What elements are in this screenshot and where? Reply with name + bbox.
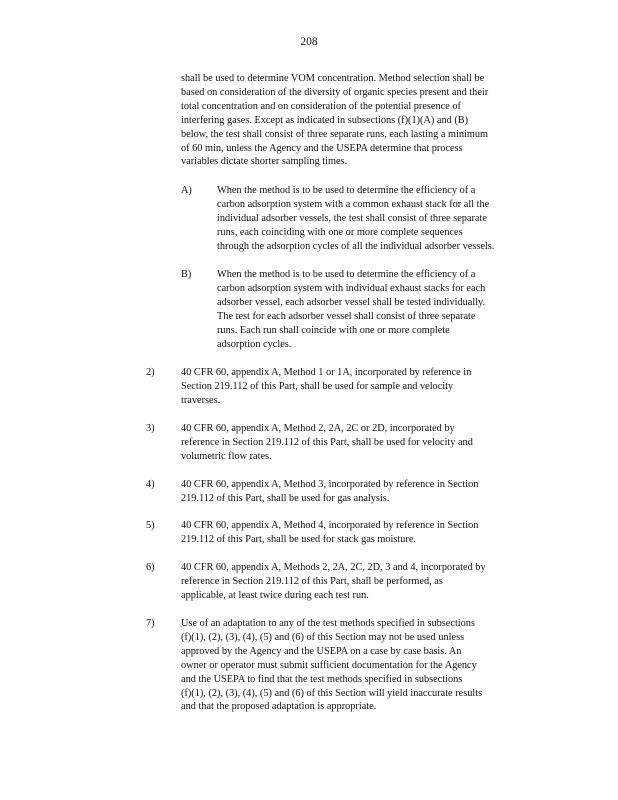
item-label: 6) [146, 562, 155, 573]
text-line: When the method is to be used to determine the efficiency of a [217, 185, 476, 196]
item-paragraph [181, 478, 538, 506]
text-line: adsorber vessel, each adsorber vessel shall be tested individually. [217, 296, 486, 308]
text-line: 40 CFR 60, appendix A, Method 3, incorporated by reference in Section [181, 479, 479, 490]
text-line: of 60 min, unless the Agency and the USEPA determine that process [181, 142, 463, 154]
sub-item-label: A) [181, 185, 192, 196]
text-line: (f)(1), (2), (3), (4), (5) and (6) of this Section may not be used unless [181, 631, 465, 643]
text-line: 219.112 of this Part, shall be used for gas analysis. [181, 492, 390, 504]
text-line: The test for each adsorber vessel shall consist of three separate [217, 310, 476, 322]
text-line: and that the proposed adaptation is appropriate. [181, 701, 377, 713]
text-line: total concentration and on consideration of the potential presence of [181, 100, 461, 112]
page-number: 208 [300, 36, 318, 48]
text-line: 40 CFR 60, appendix A, Method 1 or 1A, incorporated by reference in [181, 367, 472, 378]
text-line: volumetric flow rates. [181, 450, 272, 462]
text-line: based on consideration of the diversity of organic species present and their [181, 86, 489, 98]
intro-paragraph [181, 72, 538, 169]
sub-item-paragraph [217, 184, 537, 254]
item-paragraph [181, 519, 538, 547]
item-paragraph [181, 617, 538, 714]
text-line: and the USEPA to find that the test methods specified in subsections [181, 673, 463, 685]
text-line: carbon adsorption system with a common exhaust stack for all the [217, 198, 490, 210]
text-line: 219.112 of this Part, shall be used for stack gas moisture. [181, 533, 416, 545]
text-line: When the method is to be used to determine the efficiency of a [217, 269, 476, 280]
text-line: approved by the Agency and the USEPA on a case by case basis. An [181, 645, 462, 657]
text-line: below, the test shall consist of three separate runs, each lasting a minimum [181, 128, 489, 140]
item-label: 2) [146, 367, 155, 378]
text-line: 40 CFR 60, appendix A, Method 2, 2A, 2C or 2D, incorporated by [181, 423, 455, 434]
text-line: owner or operator must submit sufficient documentation for the Agency [181, 659, 477, 671]
item-paragraph [181, 561, 538, 603]
sub-item-label: B) [181, 269, 192, 280]
text-line: shall be used to determine VOM concentration. Method selection shall be [181, 73, 485, 84]
text-line: 40 CFR 60, appendix A, Method 4, incorporated by reference in Section [181, 520, 479, 531]
item-label: 3) [146, 423, 155, 434]
item-paragraph [181, 422, 538, 464]
text-line: carbon adsorption system with individual exhaust stacks for each [217, 282, 486, 294]
item-label: 4) [146, 479, 155, 490]
item-label: 5) [146, 520, 155, 531]
text-line: adsorption cycles. [217, 338, 292, 350]
text-line: Use of an adaptation to any of the test methods specified in subsections [181, 618, 475, 629]
text-line: Section 219.112 of this Part, shall be used for sample and velocity [181, 380, 454, 392]
text-line: variables dictate shorter sampling times. [181, 156, 348, 168]
text-line: individual adsorber vessels, the test shall consist of three separate [217, 212, 487, 224]
text-line: applicable, at least twice during each test run. [181, 589, 369, 601]
text-line: runs, each coinciding with one or more complete sequences [217, 226, 463, 238]
text-line: reference in Section 219.112 of this Part, shall be performed, as [181, 575, 443, 587]
text-line: (f)(1), (2), (3), (4), (5) and (6) of this Section will yield inaccurate results [181, 687, 483, 699]
text-line: interfering gases. Except as indicated in subsections (f)(1)(A) and (B) [181, 114, 469, 126]
item-paragraph [181, 366, 538, 408]
sub-item-paragraph [217, 268, 537, 351]
text-line: reference in Section 219.112 of this Part, shall be used for velocity and [181, 436, 473, 448]
text-line: runs. Each run shall coincide with one or more complete [217, 324, 450, 336]
text-line: traverses. [181, 394, 221, 406]
text-line: through the adsorption cycles of all the individual adsorber vessels. [217, 240, 495, 252]
text-line: 40 CFR 60, appendix A, Methods 2, 2A, 2C, 2D, 3 and 4, incorporated by [181, 562, 486, 573]
item-label: 7) [146, 618, 155, 629]
